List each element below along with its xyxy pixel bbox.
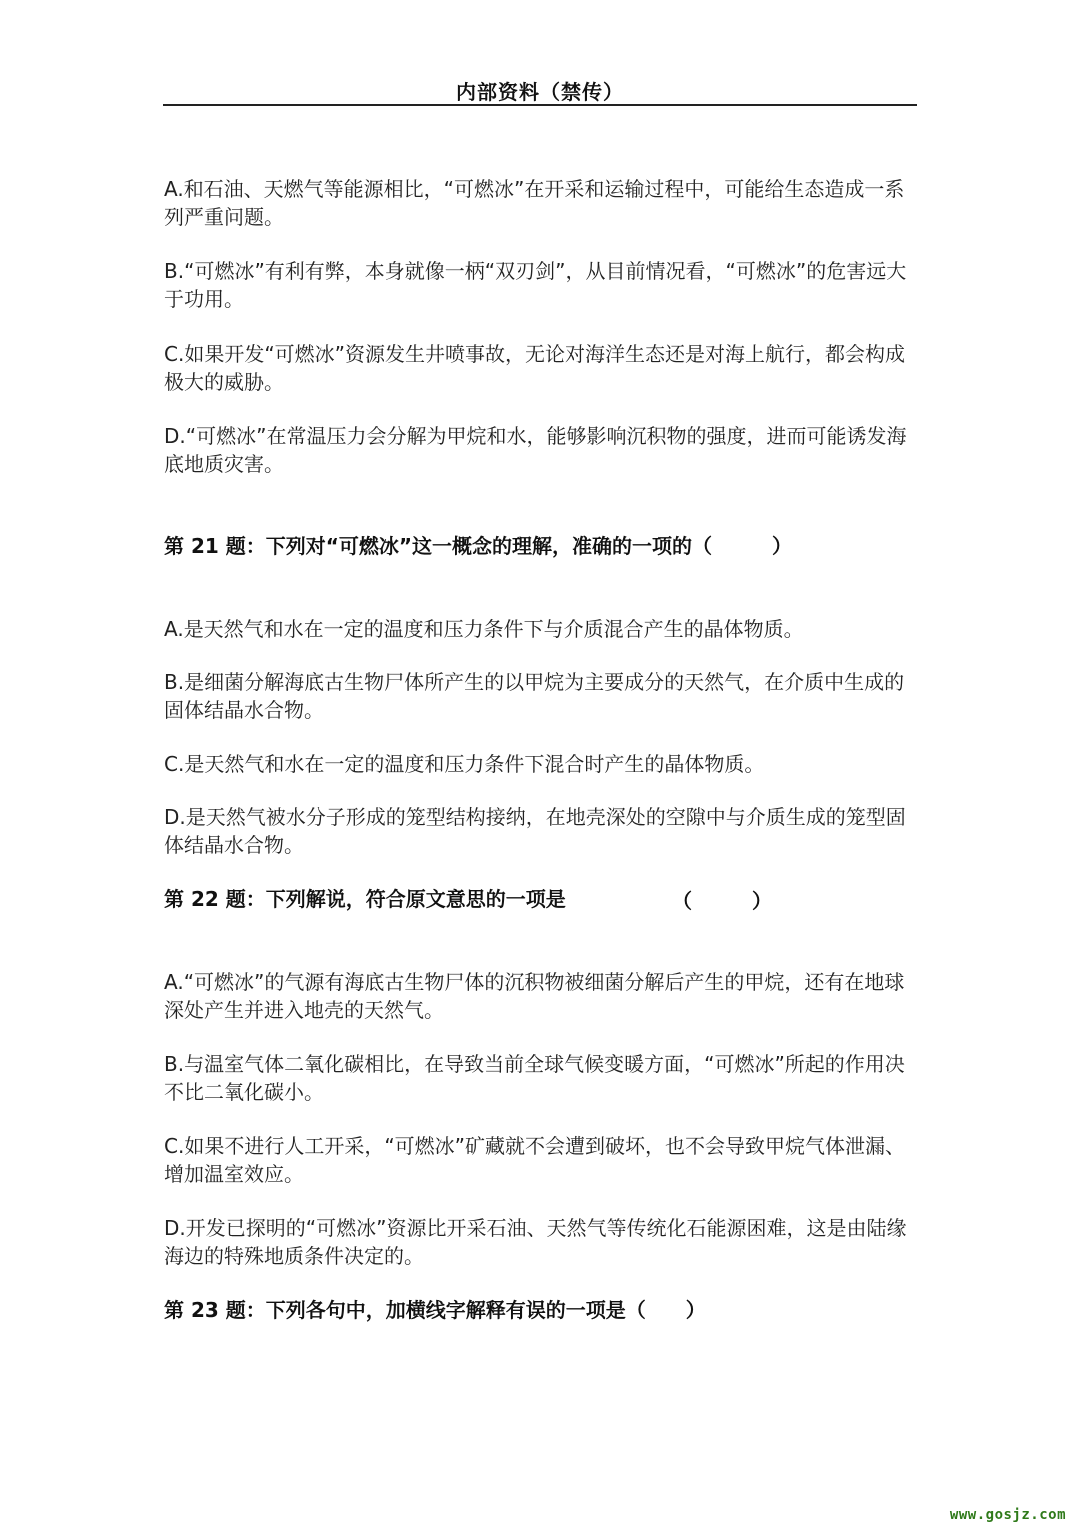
option-prev-a: A.和石油、天燃气等能源相比，“可燃冰”在开采和运输过程中，可能给生态造成一系列严重问题。 xyxy=(164,177,905,229)
option-prev-b: B.“可燃冰”有利有弊，本身就像一柄“双刃剑”，从目前情况看，“可燃冰”的危害远大于功用。 xyxy=(164,259,907,311)
question-22-option-d: D.开发已探明的“可燃冰”资源比开采石油、天然气等传统化石能源困难，这是由陆缘海边的特殊地质条件决定的。 xyxy=(164,1216,907,1268)
site-watermark: www.gosjz.com xyxy=(949,1507,1066,1523)
question-21-option-b: B.是细菌分解海底古生物尸体所产生的以甲烷为主要成分的天然气，在介质中生成的固体结晶水合物。 xyxy=(164,670,905,722)
option-prev-d: D.“可燃冰”在常温压力会分解为甲烷和水，能够影响沉积物的强度，进而可能诱发海底地质灾害。 xyxy=(164,424,907,476)
question-21-option-c: C.是天然气和水在一定的温度和压力条件下混合时产生的晶体物质。 xyxy=(164,752,765,776)
question-21-title: 第 21 题：下列对“可燃冰”这一概念的理解，准确的一项的（ ） xyxy=(164,534,793,558)
page-header-title: 内部资料（禁传） xyxy=(456,80,624,104)
question-22-option-b: B.与温室气体二氧化碳相比，在导致当前全球气候变暖方面，“可燃冰”所起的作用决不比二氧化碳小。 xyxy=(164,1052,905,1104)
question-21-option-d: D.是天然气被水分子形成的笼型结构接纳，在地壳深处的空隙中与介质生成的笼型固体结晶水合物。 xyxy=(164,805,906,857)
question-22-answer-paren: （ ） xyxy=(672,889,772,913)
question-22-title: 第 22 题：下列解说，符合原文意思的一项是 xyxy=(164,887,566,911)
option-prev-c: C.如果开发“可燃冰”资源发生井喷事故，无论对海洋生态还是对海上航行，都会构成极大的威胁。 xyxy=(164,342,906,394)
header-divider xyxy=(163,104,917,106)
question-22-option-c: C.如果不进行人工开采，“可燃冰”矿藏就不会遭到破坏，也不会导致甲烷气体泄漏、增加温室效应。 xyxy=(164,1134,906,1186)
question-21-option-a: A.是天然气和水在一定的温度和压力条件下与介质混合产生的晶体物质。 xyxy=(164,617,804,641)
question-23-title: 第 23 题：下列各句中，加横线字解释有误的一项是（ ） xyxy=(164,1298,706,1322)
question-22-option-a: A.“可燃冰”的气源有海底古生物尸体的沉积物被细菌分解后产生的甲烷，还有在地球深处产生并进入地壳的天然气。 xyxy=(164,970,905,1022)
